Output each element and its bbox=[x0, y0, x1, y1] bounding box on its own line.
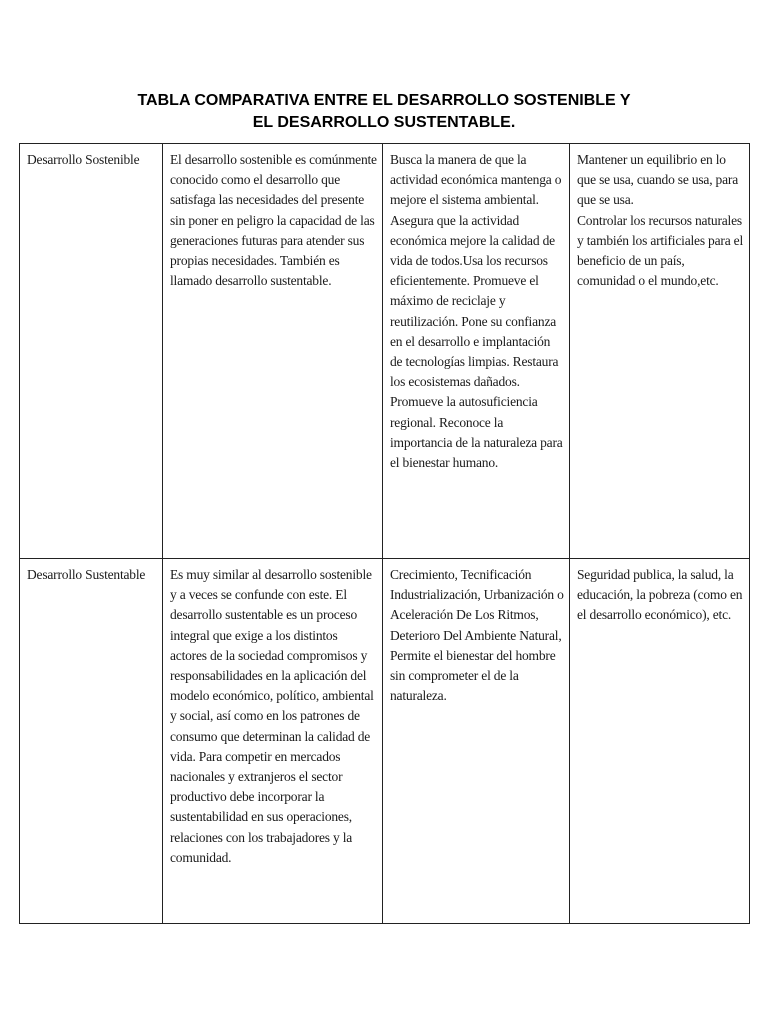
features-text: Crecimiento, Tecnificación Industrialización, Urbanización o Aceleración De Los Ritmos, Deterioro Del Ambiente Natural, Permite el bienestar del hombre sin comprometer el de la naturaleza. bbox=[390, 567, 564, 704]
definition-cell bbox=[163, 559, 383, 924]
page-title bbox=[20, 90, 748, 134]
goals-cell bbox=[570, 559, 750, 924]
row-label-cell bbox=[20, 144, 163, 559]
features-cell bbox=[383, 559, 570, 924]
features-cell bbox=[383, 144, 570, 559]
features-text: Busca la manera de que la actividad económica mantenga o mejore el sistema ambiental. Asegura que la actividad económica mejore la calidad de vida de todos.Usa los recursos eficientemente. Promueve el máximo de reciclaje y reutilización. Pone su confianza en el desarrollo e implantación de tecnologías limpias. Restaura los ecosistemas dañados. Promueve la autosuficiencia regional. Reconoce la importancia de la naturaleza para el bienestar humano. bbox=[390, 152, 563, 471]
definition-text: El desarrollo sostenible es comúnmente conocido como el desarrollo que satisfaga las necesidades del presente sin poner en peligro la capacidad de las generaciones futuras para atender sus propias necesidades. También es llamado desarrollo sustentable. bbox=[170, 152, 377, 289]
definition-cell bbox=[163, 144, 383, 559]
table-row bbox=[20, 144, 750, 559]
definition-text: Es muy similar al desarrollo sostenible y a veces se confunde con este. El desarrollo sustentable es un proceso integral que exige a los distintos actores de la sociedad compromisos y responsabilidades en la aplicación del modelo económico, político, ambiental y social, así como en los patrones de consumo que determinan la calidad de vida. Para competir en mercados nacionales y extranjeros el sector productivo debe incorporar la sustentabilidad en sus operaciones, relaciones con los trabajadores y la comunidad. bbox=[170, 567, 374, 865]
goals-text bbox=[577, 150, 744, 291]
goals-paragraph-2: Controlar los recursos naturales y también los artificiales para el beneficio de un país, comunidad o el mundo,etc. bbox=[577, 212, 744, 289]
comparison-table bbox=[19, 143, 750, 924]
goals-cell bbox=[570, 144, 750, 559]
title-line-2: EL DESARROLLO SUSTENTABLE. bbox=[252, 114, 516, 131]
title-line-1: TABLA COMPARATIVA ENTRE EL DESARROLLO SOSTENIBLE Y bbox=[137, 92, 631, 109]
row-label-cell bbox=[20, 559, 163, 924]
table-row bbox=[20, 559, 750, 924]
goals-paragraph-1: Mantener un equilibrio en lo que se usa, cuando se usa, para que se usa. bbox=[577, 152, 738, 208]
row-label: Desarrollo Sustentable bbox=[27, 567, 146, 582]
goals-text bbox=[577, 565, 744, 626]
row-label: Desarrollo Sostenible bbox=[27, 152, 140, 167]
goals-paragraph-1: Seguridad publica, la salud, la educación, la pobreza (como en el desarrollo económico), etc. bbox=[577, 567, 743, 623]
